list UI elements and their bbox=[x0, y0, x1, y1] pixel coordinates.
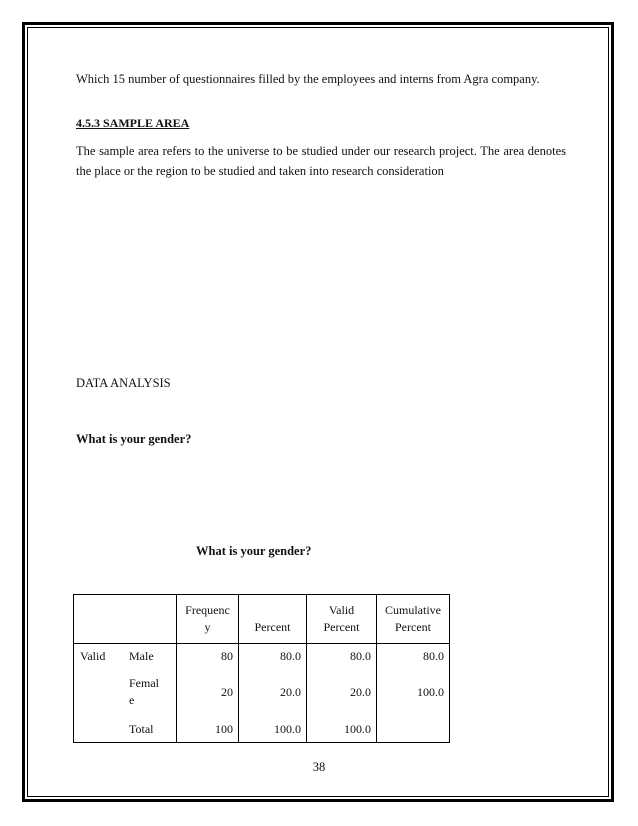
gender-question: What is your gender? bbox=[76, 432, 192, 446]
row-percent: 80.0 bbox=[239, 644, 307, 669]
row-cumulative: 80.0 bbox=[377, 644, 450, 669]
row-label: Total bbox=[129, 721, 154, 736]
section-heading: 4.5.3 SAMPLE AREA bbox=[76, 116, 190, 130]
row-cumulative bbox=[377, 716, 450, 743]
row-frequency: 100 bbox=[177, 716, 239, 743]
header-valid-percent: Valid Percent bbox=[307, 595, 377, 644]
row-valid-percent: 80.0 bbox=[307, 644, 377, 669]
page-number: 38 bbox=[312, 760, 326, 774]
row-cumulative: 100.0 bbox=[377, 668, 450, 716]
row-group bbox=[74, 716, 125, 743]
table-caption: What is your gender? bbox=[196, 544, 312, 558]
header-blank bbox=[74, 595, 125, 644]
table-row bbox=[74, 644, 450, 669]
row-frequency: 80 bbox=[177, 644, 239, 669]
header-percent: Percent bbox=[239, 595, 307, 644]
row-valid-percent: 20.0 bbox=[307, 668, 377, 716]
data-analysis-heading: DATA ANALYSIS bbox=[76, 376, 171, 390]
sample-area-paragraph: The sample area refers to the universe to be studied under our research project. The area denotes the place or the region to be studied and taken into research consideration bbox=[76, 144, 566, 178]
header-cumulative-percent: Cumulative Percent bbox=[377, 595, 450, 644]
row-label: Femal e bbox=[129, 676, 159, 707]
gender-frequency-table bbox=[73, 594, 450, 743]
row-valid-percent: 100.0 bbox=[307, 716, 377, 743]
row-frequency: 20 bbox=[177, 668, 239, 716]
row-group: Valid bbox=[80, 648, 106, 663]
row-label: Male bbox=[129, 648, 154, 663]
header-blank bbox=[124, 595, 177, 644]
row-group bbox=[74, 668, 125, 716]
table-row bbox=[74, 716, 450, 743]
header-frequency: Frequenc y bbox=[177, 595, 239, 644]
table-header-row bbox=[74, 595, 450, 644]
row-percent: 20.0 bbox=[239, 668, 307, 716]
intro-text: Which 15 number of questionnaires filled by the employees and interns from Agra company. bbox=[76, 72, 540, 86]
row-percent: 100.0 bbox=[239, 716, 307, 743]
table-row bbox=[74, 668, 450, 716]
